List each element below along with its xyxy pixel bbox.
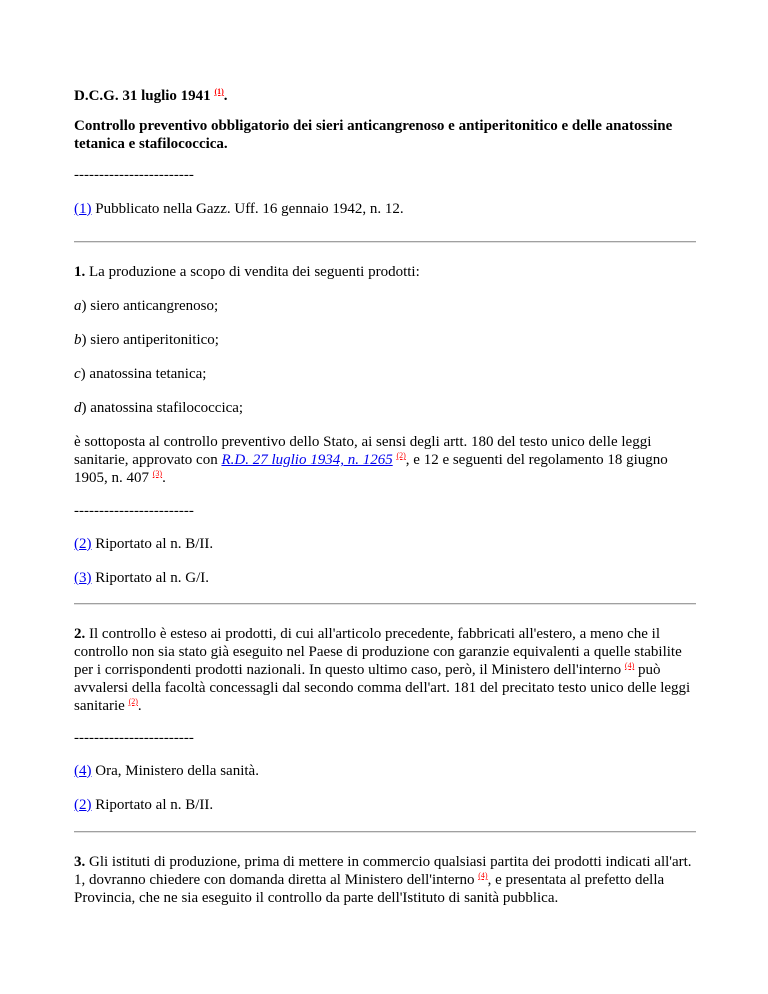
list-item: a) siero anticangrenoso; (74, 298, 219, 314)
decree-title: D.C.G. 31 luglio 1941 $^{(1)}$. (74, 87, 228, 104)
separator: ------------------------ (74, 503, 194, 519)
decree-header (74, 87, 696, 105)
footnote-ref[interactable]: (1) (214, 87, 224, 96)
footnote: (1) Pubblicato nella Gazz. Uff. 16 gennaio 1942, n. 12. (74, 201, 404, 217)
separator: ------------------------ (74, 167, 194, 183)
footnote-link[interactable]: (3) (74, 570, 92, 586)
footnote-ref[interactable]: (4) (478, 871, 488, 880)
list-item: b) siero antiperitonitico; (74, 332, 219, 348)
horizontal-rule (74, 241, 696, 243)
list-item: d) anatossina stafilococcica; (74, 400, 244, 416)
footnote-link[interactable]: (4) (74, 763, 92, 779)
footnote: (2) Riportato al n. B/II. (74, 797, 214, 813)
horizontal-rule (74, 603, 696, 605)
article-2-body: 2. Il controllo è esteso ai prodotti, di cui all'articolo precedente, fabbricati all'estero, a meno che il controllo non sia stato già eseguito nel Paese di produzione con garanzie equivalenti a quelle stabilite per i corrispondenti prodotti nazionali. In questo ultimo caso, però, il Ministero dell'interno $^{(4)}$ può avvalersi della facoltà concessagli dal secondo comma dell'art. 181 del precitato testo unico delle leggi sanitarie $^{(2)}$. (74, 626, 691, 714)
footnote: (2) Riportato al n. B/II. (74, 536, 214, 552)
law-link[interactable]: R.D. 27 luglio 1934, n. 1265 (221, 452, 393, 468)
footnote-ref[interactable]: (2) (396, 451, 406, 460)
footnote-link[interactable]: (2) (74, 797, 92, 813)
list-item: c) anatossina tetanica; (74, 366, 207, 382)
separator: ------------------------ (74, 730, 194, 746)
footnote: (4) Ora, Ministero della sanità. (74, 763, 259, 779)
decree-subject: Controllo preventivo obbligatorio dei sieri anticangrenoso e antiperitonitico e delle anatossine tetanica e stafilococcica. (74, 118, 673, 152)
article-3-body: 3. Gli istituti di produzione, prima di mettere in commercio qualsiasi partita dei prodotti indicati all'art. 1, dovranno chiedere con domanda diretta al Ministero dell'interno $^{(4)}$, e presentata al prefetto della Provincia, che ne sia eseguito il controllo da parte dell'Istituto di sanità pubblica. (74, 854, 692, 906)
footnote-link[interactable]: (1) (74, 201, 92, 217)
article-1-body: è sottoposta al controllo preventivo dello Stato, ai sensi degli artt. 180 del testo unico delle leggi sanitarie, approvato con R.D. 27 luglio 1934, n. 1265 $^{(2)}$, e 12 e seguenti del regolamento 18 giugno 1905, n. 407 $^{(3)}$. (74, 434, 668, 486)
article-1-intro: 1. La produzione a scopo di vendita dei seguenti prodotti: (74, 264, 420, 280)
footnote: (3) Riportato al n. G/I. (74, 570, 209, 586)
footnote-link[interactable]: (2) (74, 536, 92, 552)
footnote-ref[interactable]: (3) (152, 469, 163, 478)
horizontal-rule (74, 831, 696, 833)
footnote-ref[interactable]: (4) (624, 661, 635, 670)
footnote-ref[interactable]: (2) (128, 697, 138, 706)
